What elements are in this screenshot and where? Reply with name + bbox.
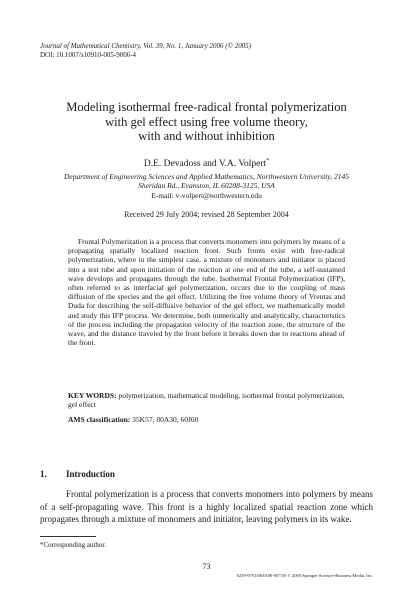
abstract: Frontal Polymerization is a process that converts monomers into polymers by means of a propagating spatially localized reaction front. Such fronts exist with free-radical polymerization, where in the simplest case, a mixture of monomers and initiator is placed into a test tube and upon initiation of the reaction at one end of the tube, a self-sustained wave develops and propagates through the tube. Isothermal Frontal Polymerization (IFP), often referred to as interfacial gel polymerization, occurs due to the coupling of mass diffusion of the species and the gel effect. Utilizing the free volume theory of Vrentas and Duda for describing the self-diffusive behavior of the gel effect, we mathematically model and study this IFP process. We determine, both numerically and analytically, characteristics of the process including the propagation velocity of the reaction zone, the structure of the wave, and the distance traveled by the front before it breaks down due to reactions ahead of the front.	[68, 237, 345, 348]
title-line: with gel effect using free volume theory,	[105, 114, 308, 129]
section-heading	[40, 469, 115, 479]
received-dates: Received 29 July 2004; revised 28 September 2004	[124, 210, 289, 219]
keywords-text: polymerization, mathematical modeling, isothermal frontal polymerization, gel effect	[68, 391, 345, 410]
author-names: D.E. Devadoss and V.A. Volpert	[143, 159, 267, 170]
section-number: 1.	[40, 469, 47, 479]
footnote-rule	[40, 536, 96, 537]
corresponding-mark: *	[266, 158, 270, 164]
journal-citation: Journal of Mathematical Chemistry, Vol. 39, No. 1, January 2006 (© 2005)	[40, 42, 252, 50]
keywords	[68, 391, 345, 409]
paper-title	[40, 100, 373, 144]
ams-label: AMS classification:	[68, 415, 131, 424]
title-line: with and without inhibition	[138, 129, 275, 143]
email: E-mail: v-volpert@northwestern.edu	[151, 191, 262, 200]
affiliation	[50, 172, 363, 190]
affiliation-line: Department of Engineering Sciences and Applied Mathematics, Northwestern University, 2145	[63, 172, 350, 181]
doi: DOI: 10.1007/s10910-005-9006-4	[40, 51, 137, 59]
ams-classification	[68, 415, 198, 424]
footnote: *Corresponding author.	[40, 541, 107, 549]
copyright-line: 0259-9791/06/0100-0073/0 © 2005 Springer Science+Business Media, Inc.	[236, 573, 373, 578]
keywords-label: KEY WORDS:	[68, 391, 117, 400]
intro-paragraph: Frontal polymerization is a process that converts monomers into polymers by means of a self-propagating wave. This front is a highly localized spatial reaction zone which propagates through a mixture of monomers and initiator, leaving polymers in its wake.	[40, 489, 373, 525]
page-number: 73	[202, 562, 211, 571]
affiliation-line: Sheridan Rd., Evanston, IL 60208-3125, USA	[138, 181, 275, 190]
title-line: Modeling isothermal free-radical frontal polymerization	[66, 100, 347, 114]
ams-codes: 35K57, 80A30, 60J60	[132, 415, 199, 424]
section-title: Introduction	[66, 469, 115, 479]
authors	[40, 158, 373, 169]
